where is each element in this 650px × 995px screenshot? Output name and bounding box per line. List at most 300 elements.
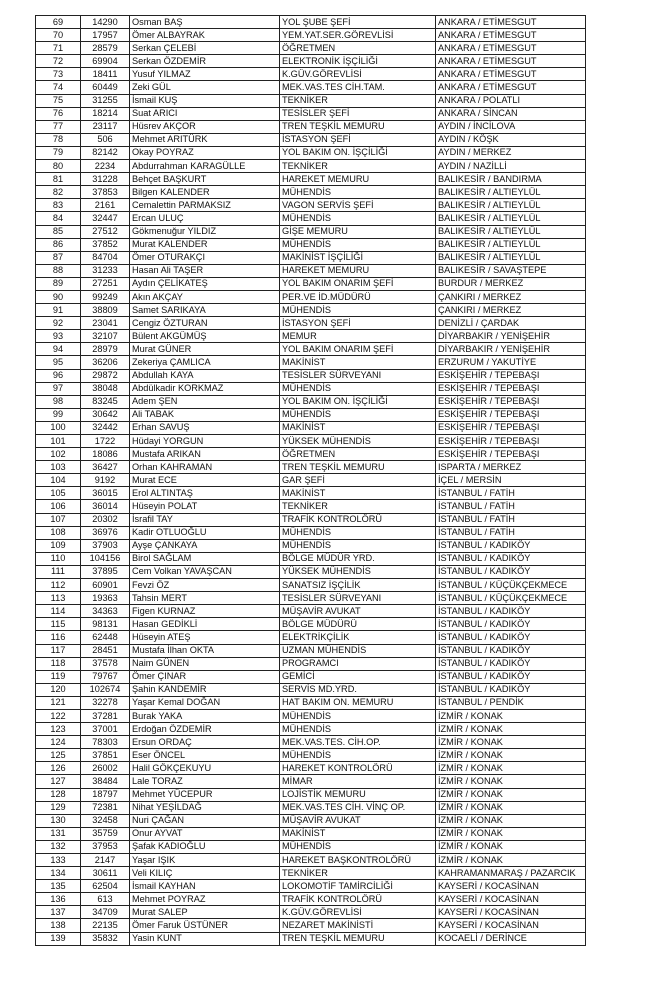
job-title-cell: TEKNİKER bbox=[280, 867, 436, 880]
name-cell: Ercan ULUÇ bbox=[130, 212, 280, 225]
table-row bbox=[36, 736, 586, 749]
location-cell: İSTANBUL / FATİH bbox=[436, 500, 586, 513]
job-title-cell: YÜKSEK MÜHENDİS bbox=[280, 435, 436, 448]
job-title-cell: TEKNİKER bbox=[280, 160, 436, 173]
row-number-cell: 135 bbox=[36, 880, 81, 893]
name-cell: Veli KILIÇ bbox=[130, 867, 280, 880]
row-number-cell: 111 bbox=[36, 565, 81, 578]
table-row bbox=[36, 880, 586, 893]
row-number-cell: 118 bbox=[36, 657, 81, 670]
job-title-cell: TEKNİKER bbox=[280, 94, 436, 107]
row-number-cell: 72 bbox=[36, 55, 81, 68]
row-number-cell: 99 bbox=[36, 408, 81, 421]
job-title-cell: YOL BAKIM ON. İŞÇİLİĞİ bbox=[280, 146, 436, 159]
table-row bbox=[36, 840, 586, 853]
row-number-cell: 125 bbox=[36, 749, 81, 762]
name-cell: Murat SALEP bbox=[130, 906, 280, 919]
job-title-cell: ÖĞRETMEN bbox=[280, 448, 436, 461]
row-number-cell: 82 bbox=[36, 186, 81, 199]
table-row bbox=[36, 421, 586, 434]
registry-number-cell: 38048 bbox=[81, 382, 130, 395]
table-row bbox=[36, 146, 586, 159]
name-cell: Şahin KANDEMİR bbox=[130, 683, 280, 696]
name-cell: Hasan Ali TAŞER bbox=[130, 264, 280, 277]
table-row bbox=[36, 605, 586, 618]
row-number-cell: 100 bbox=[36, 421, 81, 434]
job-title-cell: MÜHENDİS bbox=[280, 709, 436, 722]
location-cell: İSTANBUL / KADIKÖY bbox=[436, 618, 586, 631]
registry-number-cell: 23117 bbox=[81, 120, 130, 133]
table-row bbox=[36, 539, 586, 552]
job-title-cell: PER.VE İD.MÜDÜRÜ bbox=[280, 290, 436, 303]
location-cell: ESKİŞEHİR / TEPEBAŞI bbox=[436, 382, 586, 395]
location-cell: İSTANBUL / KADIKÖY bbox=[436, 657, 586, 670]
row-number-cell: 109 bbox=[36, 539, 81, 552]
registry-number-cell: 2161 bbox=[81, 199, 130, 212]
registry-number-cell: 18086 bbox=[81, 448, 130, 461]
location-cell: İSTANBUL / KADIKÖY bbox=[436, 631, 586, 644]
table-row bbox=[36, 277, 586, 290]
job-title-cell: TESİSLER ŞEFİ bbox=[280, 107, 436, 120]
row-number-cell: 80 bbox=[36, 160, 81, 173]
job-title-cell: MAKİNİST bbox=[280, 827, 436, 840]
row-number-cell: 78 bbox=[36, 133, 81, 146]
location-cell: İSTANBUL / KADIKÖY bbox=[436, 644, 586, 657]
registry-number-cell: 28451 bbox=[81, 644, 130, 657]
registry-number-cell: 18797 bbox=[81, 788, 130, 801]
name-cell: Adem ŞEN bbox=[130, 395, 280, 408]
location-cell: İSTANBUL / KADIKÖY bbox=[436, 605, 586, 618]
row-number-cell: 87 bbox=[36, 251, 81, 264]
job-title-cell: HAREKET KONTROLÖRÜ bbox=[280, 762, 436, 775]
registry-number-cell: 36015 bbox=[81, 487, 130, 500]
registry-number-cell: 38484 bbox=[81, 775, 130, 788]
registry-number-cell: 23041 bbox=[81, 317, 130, 330]
row-number-cell: 134 bbox=[36, 867, 81, 880]
table-row bbox=[36, 120, 586, 133]
table-row bbox=[36, 435, 586, 448]
location-cell: İSTANBUL / KÜÇÜKÇEKMECE bbox=[436, 579, 586, 592]
location-cell: İSTANBUL / PENDİK bbox=[436, 696, 586, 709]
registry-number-cell: 2234 bbox=[81, 160, 130, 173]
location-cell: İSTANBUL / FATİH bbox=[436, 487, 586, 500]
table-row bbox=[36, 592, 586, 605]
job-title-cell: UZMAN MÜHENDİS bbox=[280, 644, 436, 657]
registry-number-cell: 78303 bbox=[81, 736, 130, 749]
table-row bbox=[36, 330, 586, 343]
job-title-cell: PROGRAMCI bbox=[280, 657, 436, 670]
row-number-cell: 71 bbox=[36, 42, 81, 55]
location-cell: İZMİR / KONAK bbox=[436, 749, 586, 762]
location-cell: İZMİR / KONAK bbox=[436, 801, 586, 814]
row-number-cell: 114 bbox=[36, 605, 81, 618]
location-cell: İZMİR / KONAK bbox=[436, 854, 586, 867]
table-row bbox=[36, 448, 586, 461]
registry-number-cell: 37851 bbox=[81, 749, 130, 762]
table-row bbox=[36, 186, 586, 199]
table-row bbox=[36, 893, 586, 906]
location-cell: KAYSERİ / KOCASİNAN bbox=[436, 880, 586, 893]
registry-number-cell: 72381 bbox=[81, 801, 130, 814]
registry-number-cell: 32107 bbox=[81, 330, 130, 343]
location-cell: İZMİR / KONAK bbox=[436, 788, 586, 801]
table-row bbox=[36, 461, 586, 474]
row-number-cell: 102 bbox=[36, 448, 81, 461]
row-number-cell: 76 bbox=[36, 107, 81, 120]
name-cell: Ersun ORDAÇ bbox=[130, 736, 280, 749]
name-cell: Eser ÖNCEL bbox=[130, 749, 280, 762]
row-number-cell: 133 bbox=[36, 854, 81, 867]
registry-number-cell: 18214 bbox=[81, 107, 130, 120]
row-number-cell: 95 bbox=[36, 356, 81, 369]
job-title-cell: İSTASYON ŞEFİ bbox=[280, 133, 436, 146]
registry-number-cell: 32278 bbox=[81, 696, 130, 709]
registry-number-cell: 62448 bbox=[81, 631, 130, 644]
registry-number-cell: 506 bbox=[81, 133, 130, 146]
job-title-cell: YEM.YAT.SER.GÖREVLİSİ bbox=[280, 29, 436, 42]
registry-number-cell: 31228 bbox=[81, 173, 130, 186]
table-row bbox=[36, 133, 586, 146]
table-row bbox=[36, 317, 586, 330]
location-cell: AYDIN / NAZİLLİ bbox=[436, 160, 586, 173]
registry-number-cell: 60901 bbox=[81, 579, 130, 592]
table-row bbox=[36, 225, 586, 238]
registry-number-cell: 17957 bbox=[81, 29, 130, 42]
name-cell: Akın AKÇAY bbox=[130, 290, 280, 303]
location-cell: İZMİR / KONAK bbox=[436, 775, 586, 788]
table-row bbox=[36, 618, 586, 631]
registry-number-cell: 60449 bbox=[81, 81, 130, 94]
location-cell: İSTANBUL / FATİH bbox=[436, 526, 586, 539]
location-cell: BALIKESİR / ALTIEYLÜL bbox=[436, 225, 586, 238]
registry-number-cell: 30611 bbox=[81, 867, 130, 880]
location-cell: İZMİR / KONAK bbox=[436, 736, 586, 749]
job-title-cell: SANATSIZ İŞÇİLİK bbox=[280, 579, 436, 592]
table-row bbox=[36, 304, 586, 317]
location-cell: İSTANBUL / KADIKÖY bbox=[436, 683, 586, 696]
registry-number-cell: 104156 bbox=[81, 552, 130, 565]
row-number-cell: 93 bbox=[36, 330, 81, 343]
registry-number-cell: 37001 bbox=[81, 723, 130, 736]
table-row bbox=[36, 644, 586, 657]
job-title-cell: MEK.VAS.TES. CİH.OP. bbox=[280, 736, 436, 749]
name-cell: Ömer ÇINAR bbox=[130, 670, 280, 683]
table-row bbox=[36, 657, 586, 670]
row-number-cell: 96 bbox=[36, 369, 81, 382]
name-cell: Cem Volkan YAVAŞCAN bbox=[130, 565, 280, 578]
personnel-table-body bbox=[36, 16, 586, 946]
name-cell: Serkan ÖZDEMİR bbox=[130, 55, 280, 68]
registry-number-cell: 22135 bbox=[81, 919, 130, 932]
job-title-cell: MÜHENDİS bbox=[280, 723, 436, 736]
row-number-cell: 75 bbox=[36, 94, 81, 107]
row-number-cell: 138 bbox=[36, 919, 81, 932]
location-cell: BALIKESİR / ALTIEYLÜL bbox=[436, 212, 586, 225]
row-number-cell: 70 bbox=[36, 29, 81, 42]
job-title-cell: TREN TEŞKİL MEMURU bbox=[280, 461, 436, 474]
row-number-cell: 131 bbox=[36, 827, 81, 840]
job-title-cell: MEK.VAS.TES CİH.TAM. bbox=[280, 81, 436, 94]
row-number-cell: 122 bbox=[36, 709, 81, 722]
name-cell: Nihat YEŞİLDAĞ bbox=[130, 801, 280, 814]
job-title-cell: BÖLGE MÜDÜRÜ bbox=[280, 618, 436, 631]
job-title-cell: LOJİSTİK MEMURU bbox=[280, 788, 436, 801]
registry-number-cell: 37895 bbox=[81, 565, 130, 578]
registry-number-cell: 34363 bbox=[81, 605, 130, 618]
location-cell: ESKİŞEHİR / TEPEBAŞI bbox=[436, 435, 586, 448]
name-cell: Şafak KADIOĞLU bbox=[130, 840, 280, 853]
registry-number-cell: 18411 bbox=[81, 68, 130, 81]
registry-number-cell: 36014 bbox=[81, 500, 130, 513]
name-cell: Mustafa İlhan OKTA bbox=[130, 644, 280, 657]
job-title-cell: İSTASYON ŞEFİ bbox=[280, 317, 436, 330]
row-number-cell: 103 bbox=[36, 461, 81, 474]
location-cell: BALIKESİR / ALTIEYLÜL bbox=[436, 238, 586, 251]
job-title-cell: ELEKTRİKÇİLİK bbox=[280, 631, 436, 644]
table-row bbox=[36, 696, 586, 709]
row-number-cell: 112 bbox=[36, 579, 81, 592]
job-title-cell: MİMAR bbox=[280, 775, 436, 788]
row-number-cell: 94 bbox=[36, 343, 81, 356]
table-row bbox=[36, 251, 586, 264]
table-row bbox=[36, 906, 586, 919]
job-title-cell: ÖĞRETMEN bbox=[280, 42, 436, 55]
location-cell: BALIKESİR / BANDIRMA bbox=[436, 173, 586, 186]
location-cell: İSTANBUL / KADIKÖY bbox=[436, 539, 586, 552]
job-title-cell: YOL BAKIM ONARIM ŞEFİ bbox=[280, 343, 436, 356]
table-row bbox=[36, 723, 586, 736]
registry-number-cell: 20302 bbox=[81, 513, 130, 526]
location-cell: BALIKESİR / SAVAŞTEPE bbox=[436, 264, 586, 277]
table-row bbox=[36, 382, 586, 395]
job-title-cell: YOL ŞUBE ŞEFİ bbox=[280, 16, 436, 29]
registry-number-cell: 31233 bbox=[81, 264, 130, 277]
job-title-cell: YOL BAKIM ON. İŞÇİLİĞİ bbox=[280, 395, 436, 408]
job-title-cell: GEMİCİ bbox=[280, 670, 436, 683]
row-number-cell: 107 bbox=[36, 513, 81, 526]
name-cell: Erdoğan ÖZDEMİR bbox=[130, 723, 280, 736]
row-number-cell: 97 bbox=[36, 382, 81, 395]
job-title-cell: TREN TEŞKİL MEMURU bbox=[280, 120, 436, 133]
job-title-cell: MAKİNİST bbox=[280, 421, 436, 434]
name-cell: Hüdayi YORGUN bbox=[130, 435, 280, 448]
row-number-cell: 73 bbox=[36, 68, 81, 81]
location-cell: KOCAELİ / DERİNCE bbox=[436, 932, 586, 945]
registry-number-cell: 28979 bbox=[81, 343, 130, 356]
row-number-cell: 83 bbox=[36, 199, 81, 212]
name-cell: Mehmet POYRAZ bbox=[130, 893, 280, 906]
name-cell: Gökmenuğur YILDIZ bbox=[130, 225, 280, 238]
name-cell: Lale TORAZ bbox=[130, 775, 280, 788]
registry-number-cell: 19363 bbox=[81, 592, 130, 605]
table-row bbox=[36, 565, 586, 578]
location-cell: BURDUR / MERKEZ bbox=[436, 277, 586, 290]
location-cell: ANKARA / SİNCAN bbox=[436, 107, 586, 120]
row-number-cell: 77 bbox=[36, 120, 81, 133]
row-number-cell: 101 bbox=[36, 435, 81, 448]
registry-number-cell: 82142 bbox=[81, 146, 130, 159]
location-cell: ESKİŞEHİR / TEPEBAŞI bbox=[436, 448, 586, 461]
job-title-cell: MAKİNİST bbox=[280, 356, 436, 369]
registry-number-cell: 31255 bbox=[81, 94, 130, 107]
row-number-cell: 117 bbox=[36, 644, 81, 657]
registry-number-cell: 36976 bbox=[81, 526, 130, 539]
job-title-cell: TESİSLER SÜRVEYANI bbox=[280, 592, 436, 605]
name-cell: Erhan SAVUŞ bbox=[130, 421, 280, 434]
table-row bbox=[36, 762, 586, 775]
table-row bbox=[36, 29, 586, 42]
table-row bbox=[36, 487, 586, 500]
row-number-cell: 89 bbox=[36, 277, 81, 290]
name-cell: Murat GÜNER bbox=[130, 343, 280, 356]
table-row bbox=[36, 173, 586, 186]
job-title-cell: MAKİNİST bbox=[280, 487, 436, 500]
name-cell: Murat KALENDER bbox=[130, 238, 280, 251]
table-row bbox=[36, 107, 586, 120]
table-row bbox=[36, 579, 586, 592]
location-cell: DİYARBAKIR / YENİŞEHİR bbox=[436, 330, 586, 343]
job-title-cell: HAREKET BAŞKONTROLÖRÜ bbox=[280, 854, 436, 867]
name-cell: İsmail KAYHAN bbox=[130, 880, 280, 893]
name-cell: Serkan ÇELEBİ bbox=[130, 42, 280, 55]
name-cell: Bülent AKGÜMÜŞ bbox=[130, 330, 280, 343]
location-cell: ANKARA / ETİMESGUT bbox=[436, 29, 586, 42]
job-title-cell: MÜHENDİS bbox=[280, 408, 436, 421]
name-cell: Ömer Faruk ÜSTÜNER bbox=[130, 919, 280, 932]
row-number-cell: 132 bbox=[36, 840, 81, 853]
location-cell: İSTANBUL / KADIKÖY bbox=[436, 670, 586, 683]
job-title-cell: HAREKET MEMURU bbox=[280, 264, 436, 277]
job-title-cell: HAT BAKIM ON. MEMURU bbox=[280, 696, 436, 709]
name-cell: Ali TABAK bbox=[130, 408, 280, 421]
table-row bbox=[36, 55, 586, 68]
table-row bbox=[36, 854, 586, 867]
row-number-cell: 79 bbox=[36, 146, 81, 159]
location-cell: ESKİŞEHİR / TEPEBAŞI bbox=[436, 408, 586, 421]
job-title-cell: TESİSLER SÜRVEYANI bbox=[280, 369, 436, 382]
job-title-cell: YÜKSEK MÜHENDİS bbox=[280, 565, 436, 578]
name-cell: Hüseyin POLAT bbox=[130, 500, 280, 513]
table-row bbox=[36, 356, 586, 369]
registry-number-cell: 37853 bbox=[81, 186, 130, 199]
name-cell: Hasan GEDİKLİ bbox=[130, 618, 280, 631]
job-title-cell: MÜHENDİS bbox=[280, 526, 436, 539]
job-title-cell: MÜHENDİS bbox=[280, 212, 436, 225]
registry-number-cell: 27251 bbox=[81, 277, 130, 290]
location-cell: İZMİR / KONAK bbox=[436, 814, 586, 827]
row-number-cell: 86 bbox=[36, 238, 81, 251]
table-row bbox=[36, 932, 586, 945]
row-number-cell: 110 bbox=[36, 552, 81, 565]
name-cell: Abdülkadir KORKMAZ bbox=[130, 382, 280, 395]
table-row bbox=[36, 68, 586, 81]
location-cell: ANKARA / ETİMESGUT bbox=[436, 16, 586, 29]
row-number-cell: 88 bbox=[36, 264, 81, 277]
table-row bbox=[36, 16, 586, 29]
job-title-cell: MÜHENDİS bbox=[280, 539, 436, 552]
name-cell: Hüsrev AKÇOR bbox=[130, 120, 280, 133]
table-row bbox=[36, 683, 586, 696]
location-cell: İSTANBUL / KADIKÖY bbox=[436, 552, 586, 565]
name-cell: Suat ARICI bbox=[130, 107, 280, 120]
registry-number-cell: 102674 bbox=[81, 683, 130, 696]
registry-number-cell: 29872 bbox=[81, 369, 130, 382]
location-cell: KAHRAMANMARAŞ / PAZARCIK bbox=[436, 867, 586, 880]
registry-number-cell: 79767 bbox=[81, 670, 130, 683]
job-title-cell: MÜŞAVİR AVUKAT bbox=[280, 814, 436, 827]
row-number-cell: 123 bbox=[36, 723, 81, 736]
table-row bbox=[36, 867, 586, 880]
table-row bbox=[36, 290, 586, 303]
location-cell: BALIKESİR / ALTIEYLÜL bbox=[436, 186, 586, 199]
row-number-cell: 90 bbox=[36, 290, 81, 303]
location-cell: İSTANBUL / FATİH bbox=[436, 513, 586, 526]
table-row bbox=[36, 160, 586, 173]
table-row bbox=[36, 749, 586, 762]
name-cell: Abdullah KAYA bbox=[130, 369, 280, 382]
registry-number-cell: 98131 bbox=[81, 618, 130, 631]
row-number-cell: 121 bbox=[36, 696, 81, 709]
name-cell: Yaşar IŞIK bbox=[130, 854, 280, 867]
row-number-cell: 106 bbox=[36, 500, 81, 513]
table-row bbox=[36, 408, 586, 421]
name-cell: Hüseyin ATEŞ bbox=[130, 631, 280, 644]
table-row bbox=[36, 500, 586, 513]
registry-number-cell: 27512 bbox=[81, 225, 130, 238]
row-number-cell: 129 bbox=[36, 801, 81, 814]
name-cell: Yusuf YILMAZ bbox=[130, 68, 280, 81]
job-title-cell: HAREKET MEMURU bbox=[280, 173, 436, 186]
name-cell: Bilgen KALENDER bbox=[130, 186, 280, 199]
table-row bbox=[36, 775, 586, 788]
table-row bbox=[36, 343, 586, 356]
job-title-cell: MAKİNİST İŞÇİLİĞİ bbox=[280, 251, 436, 264]
location-cell: AYDIN / KÖŞK bbox=[436, 133, 586, 146]
row-number-cell: 113 bbox=[36, 592, 81, 605]
job-title-cell: MEMUR bbox=[280, 330, 436, 343]
registry-number-cell: 32447 bbox=[81, 212, 130, 225]
job-title-cell: MÜHENDİS bbox=[280, 304, 436, 317]
location-cell: ANKARA / POLATLI bbox=[436, 94, 586, 107]
registry-number-cell: 2147 bbox=[81, 854, 130, 867]
job-title-cell: BÖLGE MÜDÜR YRD. bbox=[280, 552, 436, 565]
row-number-cell: 119 bbox=[36, 670, 81, 683]
location-cell: ERZURUM / YAKUTİYE bbox=[436, 356, 586, 369]
name-cell: Ömer ALBAYRAK bbox=[130, 29, 280, 42]
table-row bbox=[36, 42, 586, 55]
name-cell: Osman BAŞ bbox=[130, 16, 280, 29]
location-cell: İZMİR / KONAK bbox=[436, 840, 586, 853]
registry-number-cell: 28579 bbox=[81, 42, 130, 55]
table-row bbox=[36, 919, 586, 932]
name-cell: Ömer OTURAKÇI bbox=[130, 251, 280, 264]
location-cell: İÇEL / MERSİN bbox=[436, 474, 586, 487]
job-title-cell: MÜHENDİS bbox=[280, 749, 436, 762]
name-cell: Cemalettin PARMAKSIZ bbox=[130, 199, 280, 212]
name-cell: Onur AYVAT bbox=[130, 827, 280, 840]
registry-number-cell: 613 bbox=[81, 893, 130, 906]
job-title-cell: GİŞE MEMURU bbox=[280, 225, 436, 238]
personnel-table bbox=[35, 15, 586, 946]
row-number-cell: 139 bbox=[36, 932, 81, 945]
registry-number-cell: 26002 bbox=[81, 762, 130, 775]
location-cell: İZMİR / KONAK bbox=[436, 723, 586, 736]
name-cell: Abdurrahman KARAGÜLLE bbox=[130, 160, 280, 173]
location-cell: ÇANKIRI / MERKEZ bbox=[436, 290, 586, 303]
job-title-cell: TRAFİK KONTROLÖRÜ bbox=[280, 893, 436, 906]
location-cell: ANKARA / ETİMESGUT bbox=[436, 42, 586, 55]
row-number-cell: 124 bbox=[36, 736, 81, 749]
